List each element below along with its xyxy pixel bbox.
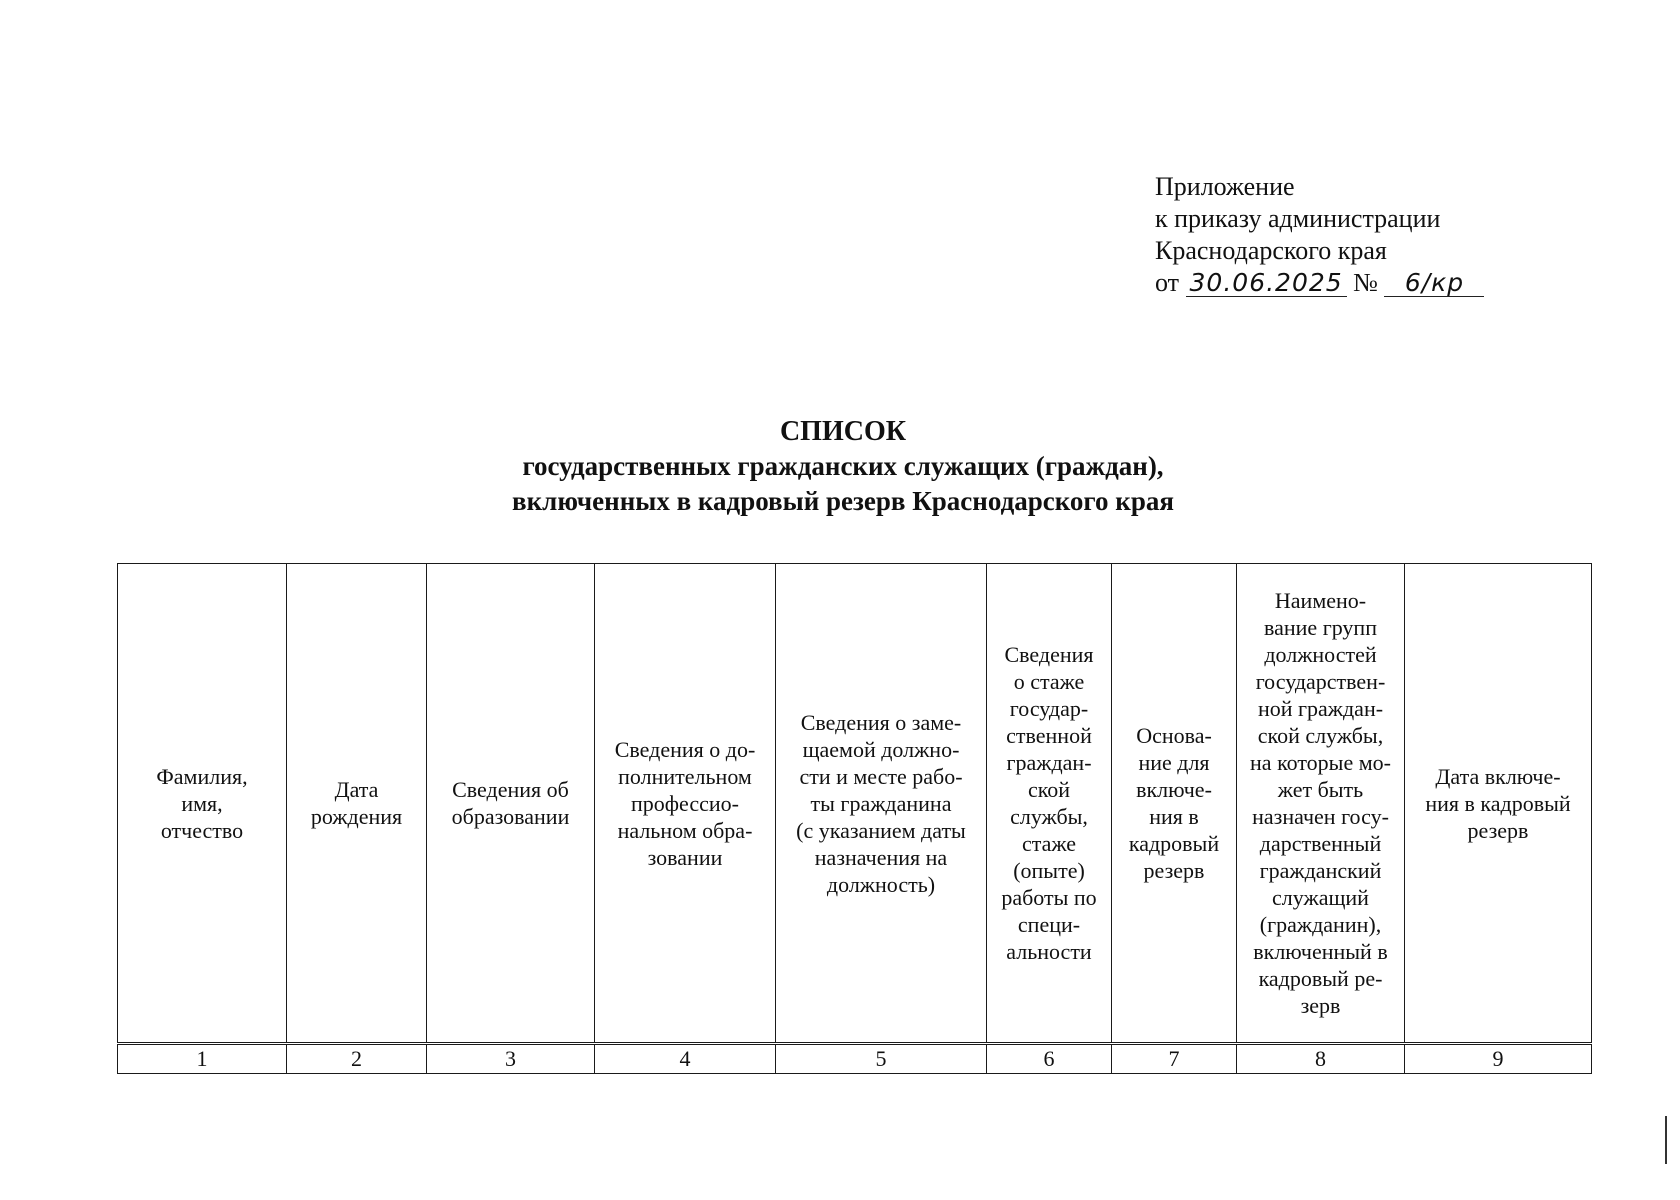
column-number: 6 [987, 1044, 1112, 1074]
column-number: 8 [1237, 1044, 1405, 1074]
column-number: 2 [287, 1044, 427, 1074]
column-number: 3 [427, 1044, 595, 1074]
date-prefix: от [1155, 268, 1180, 297]
header-additional-education: Сведения о до- полнительном профессио- нальном обра- зовании [595, 564, 776, 1044]
appendix-date-number-line [1155, 267, 1484, 299]
number-sign: № [1353, 268, 1378, 297]
header-current-position: Сведения о заме- щаемой должно- сти и месте рабо- ты гражданина (с указанием даты назначения на должность) [776, 564, 987, 1044]
appendix-order-reference: к приказу администрации [1155, 204, 1441, 233]
column-number-row [118, 1044, 1592, 1074]
header-position-groups: Наимено- вание групп должностей государствен- ной граждан- ской службы, на которые мо- жет быть назначен госу- дарственный гражданский служащий (гражданин), включенный в кадровый ре- зерв [1237, 564, 1405, 1044]
column-number: 9 [1405, 1044, 1592, 1074]
header-inclusion-date: Дата включе- ния в кадровый резерв [1405, 564, 1592, 1044]
handwritten-order-number: 6/кр [1384, 270, 1484, 297]
appendix-title: Приложение [1155, 172, 1295, 201]
handwritten-order-date: 30.06.2025 [1186, 270, 1347, 297]
title-main: СПИСОК [779, 416, 907, 447]
column-number: 5 [776, 1044, 987, 1074]
column-number: 4 [595, 1044, 776, 1074]
title-line-3: включенных в кадровый резерв Краснодарского края [512, 486, 1174, 516]
scan-margin-mark [1665, 1116, 1667, 1164]
header-education: Сведения об образовании [427, 564, 595, 1044]
header-full-name: Фамилия, имя, отчество [118, 564, 287, 1044]
document-title [0, 414, 1680, 519]
header-inclusion-basis: Основа- ние для включе- ния в кадровый резерв [1112, 564, 1237, 1044]
column-number: 1 [118, 1044, 287, 1074]
header-birth-date: Дата рождения [287, 564, 427, 1044]
header-service-experience: Сведения о стаже государ- ственной граждан- ской службы, стаже (опыте) работы по специ- альности [987, 564, 1112, 1044]
appendix-block [1155, 171, 1484, 299]
appendix-region: Краснодарского края [1155, 236, 1387, 265]
title-line-2: государственных гражданских служащих (граждан), [522, 451, 1164, 481]
column-number: 7 [1112, 1044, 1237, 1074]
table-header-row [118, 564, 1592, 1044]
reserve-table [117, 563, 1592, 1074]
